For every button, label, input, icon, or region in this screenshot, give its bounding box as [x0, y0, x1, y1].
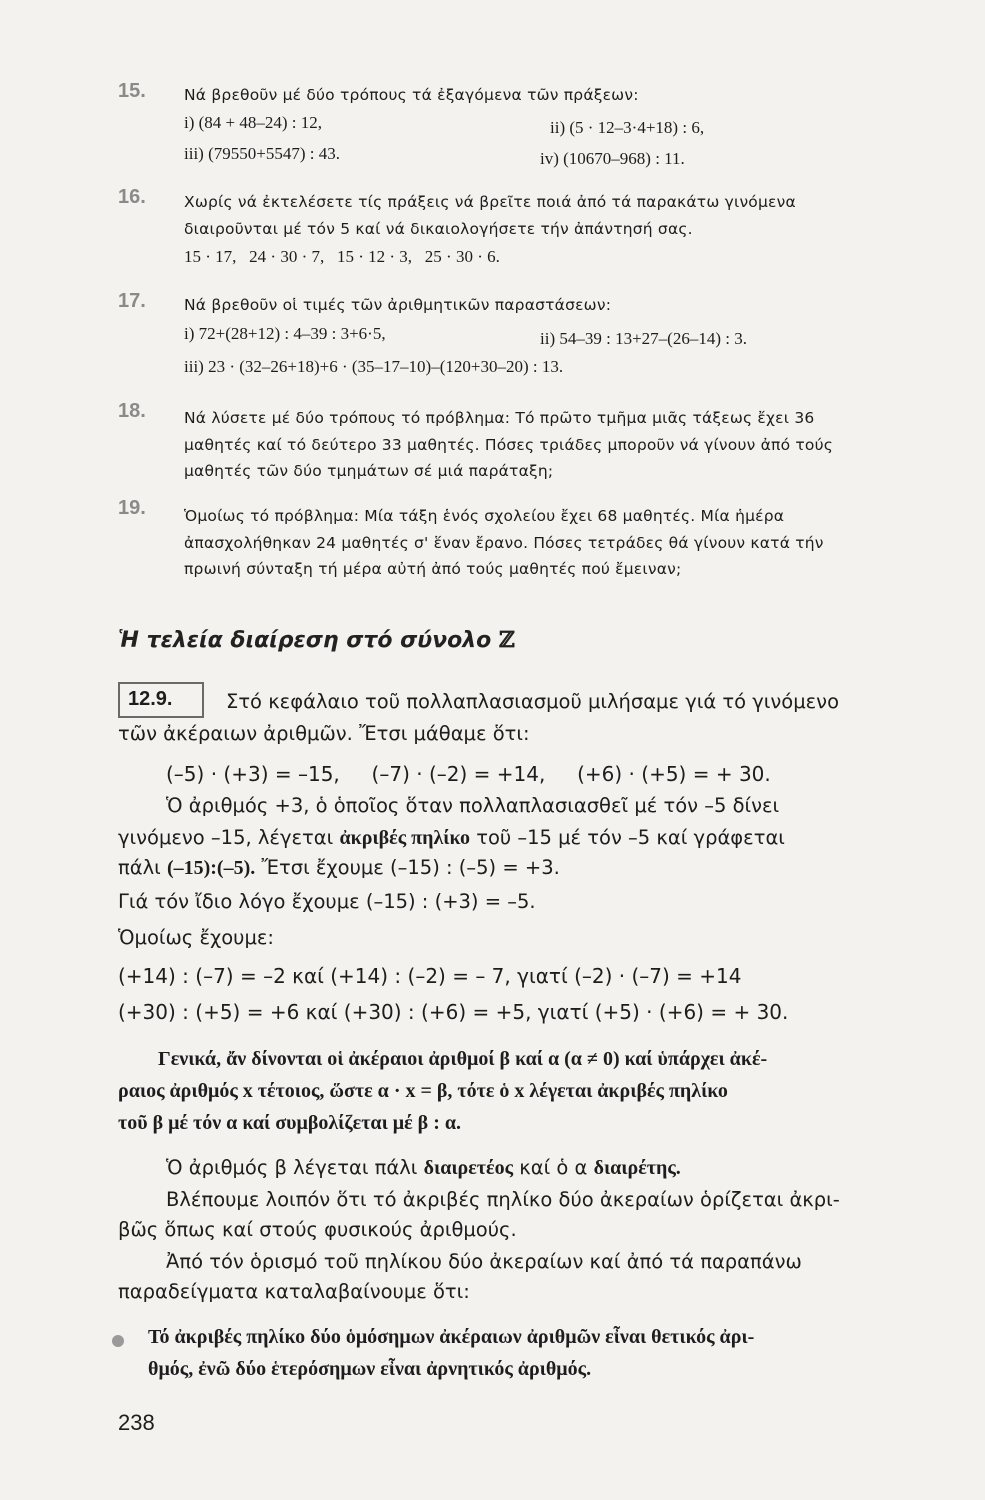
exercise-16-number: 16. — [118, 186, 146, 208]
body-line-5a: πάλι — [118, 856, 161, 879]
dividend-term: διαιρετέος — [423, 1157, 514, 1179]
integers-symbol: ℤ — [498, 627, 516, 653]
exercise-16-line2: διαιροῦνται μέ τόν 5 καί νά δικαιολογήσετε τήν ἀπάντησή σας. — [184, 220, 693, 238]
body-line-5c: Ἔτσι ἔχουμε (–15) : (–5) = +3. — [261, 856, 560, 879]
body-line-8a: Ὁ ἀριθμός β λέγεται πάλι — [166, 1156, 418, 1179]
section-number: 12.9. — [128, 688, 173, 710]
exercise-18-number: 18. — [118, 400, 146, 422]
exercise-15-iii: iii) (79550+5547) : 43. — [184, 144, 340, 163]
exercise-19-line2: ἀπασχολήθηκαν 24 μαθητές σ' ἕναν ἔρανο. Πόσες τετράδες θά γίνουν κατά τήν — [184, 534, 824, 552]
exercise-19-number: 19. — [118, 497, 146, 519]
body-line-4a: γινόμενο –15, λέγεται — [118, 826, 334, 849]
body-line-12: παραδείγματα καταλαβαίνουμε ὅτι: — [118, 1280, 470, 1303]
section-title — [118, 627, 515, 653]
rule-line-2: θμός, ἐνῶ δύο ἑτερόσημων εἶναι ἀρνητικός ἀριθμός. — [148, 1358, 592, 1380]
body-line-1: Στό κεφάλαιο τοῦ πολλαπλασιασμοῦ μιλήσαμε γιά τό γινόμενο — [226, 690, 839, 713]
body-line-7: Ὁμοίως ἔχουμε: — [118, 926, 274, 949]
body-line-2: τῶν ἀκέραιων ἀριθμῶν. Ἔτσι μάθαμε ὅτι: — [118, 722, 530, 745]
exercise-17-number: 17. — [118, 290, 146, 312]
exercise-19-line1: Ὁμοίως τό πρόβλημα: Μία τάξη ἑνός σχολείου ἔχει 68 μαθητές. Μία ἡμέρα — [184, 507, 785, 525]
exercise-15-ii: ii) (5 · 12–3·4+18) : 6, — [550, 118, 705, 137]
body-line-4c: τοῦ –15 μέ τόν –5 καί γράφεται — [476, 826, 785, 849]
exercise-15-number: 15. — [118, 80, 146, 102]
body-line-10: βῶς ὅπως καί στούς φυσικούς ἀριθμούς. — [118, 1218, 517, 1241]
exact-quotient-term: ἀκριβές πηλίκο — [339, 827, 471, 849]
exercise-15-iv: iv) (10670–968) : 11. — [540, 149, 685, 168]
body-line-3: Ὁ ἀριθμός +3, ὁ ὁποῖος ὅταν πολλαπλασιασθεῖ μέ τόν –5 δίνει — [166, 794, 780, 817]
body-line-8 — [166, 1156, 681, 1180]
exercise-17-text: Νά βρεθοῦν οἱ τιμές τῶν ἀριθμητικῶν παραστάσεων: — [184, 296, 612, 314]
exercise-16-line1: Χωρίς νά ἐκτελέσετε τίς πράξεις νά βρεῖτε ποιά ἀπό τά παρακάτω γινόμενα — [184, 193, 796, 211]
exercise-15-i: i) (84 + 48–24) : 12, — [184, 113, 323, 132]
body-line-11: Ἀπό τόν ὁρισμό τοῦ πηλίκου δύο ἀκεραίων καί ἀπό τά παραπάνω — [166, 1250, 802, 1273]
exercise-19-line3: πρωινή σύνταξη τή μέρα αὐτή ἀπό τούς μαθητές πού ἔμειναν; — [184, 560, 682, 578]
exercise-17-ii: ii) 54–39 : 13+27–(26–14) : 3. — [540, 329, 747, 348]
equation-3: (+30) : (+5) = +6 καί (+30) : (+6) = +5, γιατί (+5) · (+6) = + 30. — [118, 1000, 789, 1024]
exercise-15-text: Νά βρεθοῦν μέ δύο τρόπους τά ἐξαγόμενα τῶν πράξεων: — [184, 86, 639, 104]
bullet-icon — [112, 1335, 124, 1347]
rule-line-1: Τό ἀκριβές πηλίκο δύο ὁμόσημων ἀκέραιων ἀριθμῶν εἶναι θετικός ἀρι- — [148, 1326, 755, 1348]
section-title-text: Ἡ τελεία διαίρεση στό σύνολο — [118, 628, 492, 653]
exercise-18-line1: Νά λύσετε μέ δύο τρόπους τό πρόβλημα: Τό πρῶτο τμῆμα μιᾶς τάξεως ἔχει 36 — [184, 409, 815, 427]
body-line-8c: καί ὁ α — [519, 1156, 588, 1179]
quotient-notation: (–15):(–5). — [166, 857, 256, 879]
exercise-16-items: 15 · 17, 24 · 30 · 7, 15 · 12 · 3, 25 · 30 · 6. — [184, 247, 500, 266]
divisor-term: διαιρέτης. — [593, 1157, 681, 1179]
body-line-5 — [118, 856, 560, 880]
body-line-4 — [118, 826, 785, 850]
exercise-17-i: i) 72+(28+12) : 4–39 : 3+6·5, — [184, 324, 386, 343]
definition-line-2: ραιος ἀριθμός x τέτοιος, ὥστε α · x = β, τότε ὁ x λέγεται ἀκριβές πηλίκο — [118, 1080, 728, 1102]
section-number-box — [118, 682, 204, 718]
exercise-18-line2: μαθητές καί τό δεύτερο 33 μαθητές. Πόσες τριάδες μποροῦν νά γίνουν ἀπό τούς — [184, 436, 834, 454]
equation-2: (+14) : (–7) = –2 καί (+14) : (–2) = – 7, γιατί (–2) · (–7) = +14 — [118, 964, 742, 988]
body-line-9: Βλέπουμε λοιπόν ὅτι τό ἀκριβές πηλίκο δύο ἀκεραίων ὁρίζεται ἀκρι- — [166, 1188, 840, 1211]
definition-line-1: Γενικά, ἄν δίνονται οἱ ἀκέραιοι ἀριθμοί β καί α (α ≠ 0) καί ὑπάρχει ἀκέ- — [158, 1048, 768, 1070]
exercise-18-line3: μαθητές τῶν δύο τμημάτων σέ μιά παράταξη; — [184, 462, 554, 480]
exercise-17-iii: iii) 23 · (32–26+18)+6 · (35–17–10)–(120+30–20) : 13. — [184, 357, 564, 376]
body-line-6: Γιά τόν ἴδιο λόγο ἔχουμε (–15) : (+3) = –5. — [118, 890, 536, 913]
page-number: 238 — [118, 1410, 155, 1435]
definition-line-3: τοῦ β μέ τόν α καί συμβολίζεται μέ β : α. — [118, 1112, 462, 1134]
equation-1: (–5) · (+3) = –15, (–7) · (–2) = +14, (+6) · (+5) = + 30. — [166, 762, 771, 786]
